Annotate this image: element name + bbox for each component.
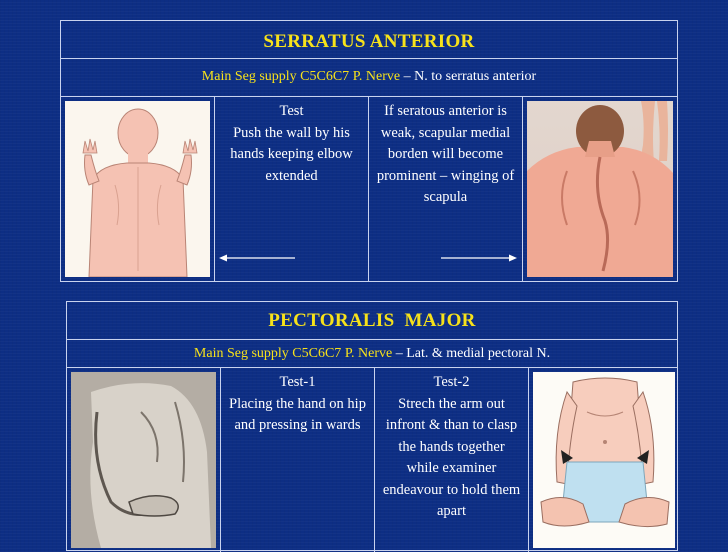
clasp-hands-illustration [533, 372, 675, 548]
pectoralis-title-row [67, 302, 677, 340]
pectoralis-title: PECTORALIS MAJOR [268, 310, 476, 331]
serratus-panel [60, 20, 678, 282]
pectoralis-test2-text: Strech the arm out infront & than to clasp the hands together while examiner endeavour to hold them apart [382, 395, 521, 519]
pectoralis-supply-nerve-label: P. Nerve [344, 346, 393, 361]
pectoralis-test1-cell [221, 368, 375, 552]
pectoralis-panel [66, 301, 678, 551]
pectoralis-supply-prefix: Main Seg supply C5C6C7 [193, 346, 342, 361]
left-arrow-icon [219, 253, 295, 263]
serratus-supply [61, 59, 677, 95]
serratus-supply-nerve: – N. to serratus anterior [403, 69, 537, 84]
serratus-back-illustration [65, 101, 210, 277]
hand-on-hip-svg [71, 372, 216, 548]
pectoralis-test2-title: Test-2 [433, 374, 470, 390]
serratus-test-title: Test [279, 103, 304, 119]
pectoralis-supply-nerve: – Lat. & medial pectoral N. [395, 346, 551, 361]
serratus-title-row [61, 21, 677, 59]
right-arrow-icon [441, 253, 517, 263]
pectoralis-supply-row [67, 340, 677, 368]
serratus-title: SERRATUS ANTERIOR [263, 31, 475, 52]
hand-on-hip-photo [71, 372, 216, 548]
serratus-body-row [61, 97, 677, 281]
pectoralis-illustration-cell [529, 368, 679, 552]
serratus-photo-cell [523, 97, 677, 281]
serratus-supply-row [61, 59, 677, 97]
back-figure-svg [65, 101, 210, 277]
serratus-supply-prefix: Main Seg supply C5C6C7 [201, 69, 350, 84]
pectoralis-test1-text: Placing the hand on hip and pressing in wards [229, 395, 366, 433]
pectoralis-supply [67, 340, 677, 368]
serratus-weak-text: If seratous anterior is weak, scapular medial borden will become prominent – winging of scapula [376, 103, 515, 205]
pectoralis-photo-cell [67, 368, 221, 552]
winging-scapula-photo [527, 101, 673, 277]
clasp-hands-svg [533, 372, 675, 548]
serratus-weak-cell [369, 97, 523, 281]
serratus-test-cell [215, 97, 369, 281]
pectoralis-test2-cell [375, 368, 529, 552]
serratus-supply-nerve-label: P. Nerve [352, 69, 401, 84]
serratus-illustration-cell [61, 97, 215, 281]
serratus-test-text: Push the wall by his hands keeping elbow extended [230, 124, 353, 184]
winging-scapula-svg [527, 101, 673, 277]
pectoralis-test1-title: Test-1 [279, 374, 316, 390]
pectoralis-body-row [67, 368, 677, 552]
